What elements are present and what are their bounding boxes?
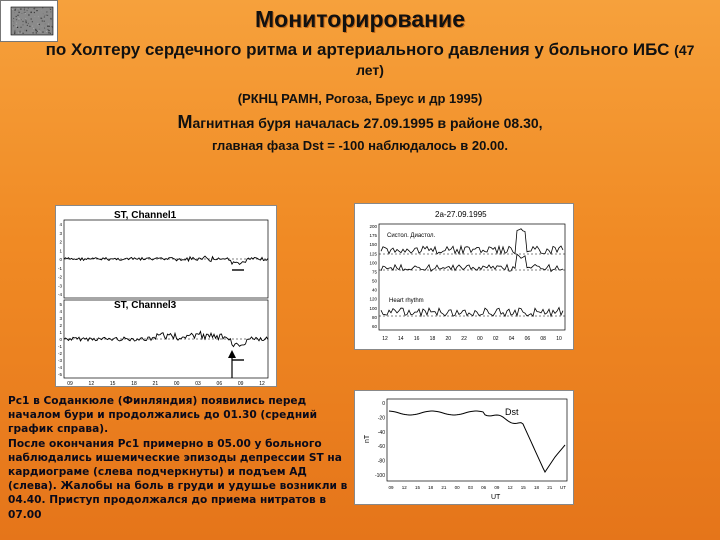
dst-x-tick: 09 (494, 485, 500, 490)
dst-y-tick: -80 (377, 458, 385, 465)
ch3-y-tick: 1 (59, 330, 62, 335)
ch1-y-tick: 3 (59, 230, 62, 236)
storm-start-line (0, 112, 720, 133)
dst-svg (355, 391, 573, 504)
dst-y-tick: -40 (377, 429, 385, 436)
ch3-y-tick: 0 (59, 337, 62, 342)
bp-y-tick: 100 (369, 305, 377, 311)
subtitle-age: (47 лет) (356, 42, 695, 78)
bp-legend-heart: Heart rhythm (389, 298, 424, 304)
diastolic-trace (381, 254, 563, 271)
bp-y-tick: 80 (371, 314, 377, 320)
dst-x-tick: UT (560, 485, 566, 490)
dst-y-tick: -100 (374, 473, 385, 479)
bp-x-tick: 08 (540, 336, 546, 342)
dst-y-tick: -20 (377, 415, 385, 422)
ch3-y-tick: 2 (59, 323, 62, 328)
bp-x-tick: 10 (556, 336, 562, 342)
dst-trace (389, 411, 565, 472)
storm-rest: агнитная буря началась 27.09.1995 в районе 08.30, (192, 115, 543, 131)
ecg-x-tick: 09 (237, 381, 244, 386)
bp-x-tick: 22 (461, 336, 467, 342)
bp-x-tick: 18 (429, 336, 436, 342)
slide-title: Мониторирование (255, 6, 465, 32)
dst-x-tick: 18 (534, 485, 540, 490)
storm-first-letter: М (177, 112, 193, 132)
ecg-st-chart (55, 205, 277, 387)
dst-x-axis-label: UT (491, 494, 501, 501)
bp-x-tick: 06 (524, 336, 531, 342)
ch1-y-tick: 1 (59, 248, 62, 254)
dst-y-ticks (375, 401, 385, 479)
dst-x-tick: 03 (467, 485, 473, 490)
ecg-x-tick: 12 (259, 381, 265, 386)
bp-y-tick: 200 (369, 224, 377, 229)
ch3-y-tick: -1 (57, 344, 62, 349)
bp-svg (355, 204, 573, 349)
dst-label: Dst (505, 407, 519, 417)
bp-y-tick: 120 (369, 296, 377, 302)
dst-x-tick: 18 (428, 485, 434, 490)
ch3-y-tick: -3 (57, 358, 62, 363)
dst-x-tick: 06 (481, 485, 487, 490)
bp-x-tick: 16 (413, 336, 420, 342)
ch1-y-tick: 2 (59, 239, 62, 245)
ch1-trace (64, 256, 268, 264)
ecg-st-svg (56, 206, 276, 386)
ch3-y-ticks (58, 302, 63, 377)
bp-x-tick: 04 (508, 336, 515, 342)
source-citation: (РКНЦ РАМН, Рогоза, Бреус и др 1995) (237, 91, 483, 106)
bp-y-tick: 60 (371, 324, 377, 329)
bp-legend-pressure: Систол. Диастол. (387, 233, 436, 239)
explanation-caption: Рс1 в Соданкюле (Финляндия) появились перед началом бури и продолжались до 01.30 (средний график справа). После окончания Рс1 примерно в 05.00 у больного наблюдались ишемические эпизоды депрессии ST на кардиограме (слева подчеркнуты) и подъем АД (слева). Жалобы на боль в груди и удушье возникли в 04.40. Приступ продолжался до приема нитратов в 07.00 (8, 395, 348, 521)
bp-y-tick: 150 (369, 242, 377, 248)
ch1-y-tick: -1 (57, 265, 62, 271)
subtitle-main: по Холтеру сердечного ритма и артериального давления у больного ИБС (45, 40, 670, 59)
bp-y-tick: 75 (371, 269, 377, 275)
bp-x-ticks (382, 336, 562, 342)
spectrogram-pixel (14, 33, 15, 34)
bp-x-tick: 20 (445, 336, 452, 342)
bp-y-ticks (369, 224, 377, 329)
ch3-y-tick: 5 (59, 302, 62, 307)
dst-x-tick: 00 (454, 485, 460, 490)
ecg-x-tick: 12 (88, 381, 95, 386)
ecg-x-tick: 03 (195, 381, 201, 386)
main-phase-line: главная фаза Dst = -100 наблюдалось в 20.00. (211, 138, 509, 153)
dst-x-tick: 15 (414, 485, 420, 490)
dst-y-tick: 0 (382, 401, 385, 407)
bp-x-tick: 14 (398, 336, 404, 342)
ch3-y-tick: -2 (57, 351, 62, 356)
bp-x-tick: 02 (492, 336, 499, 342)
ch3-y-tick: -4 (57, 365, 62, 370)
dst-x-tick: 12 (507, 485, 513, 490)
dst-index-chart (354, 390, 574, 505)
bp-chart-title: 2a-27.09.1995 (435, 210, 487, 219)
dst-x-tick: 15 (520, 485, 526, 490)
ch1-y-tick: 0 (59, 257, 62, 262)
ecg-x-tick: 15 (109, 381, 116, 386)
channel3-label: ST, Channel3 (114, 300, 177, 311)
ecg-x-tick: 00 (173, 381, 180, 386)
ch1-y-tick: -3 (57, 283, 62, 289)
ch1-y-ticks (58, 222, 63, 297)
ecg-x-tick: 21 (152, 381, 159, 386)
bp-y-tick: 100 (369, 260, 377, 266)
bp-y-tick: 175 (369, 233, 377, 239)
bp-y-tick: 125 (369, 251, 377, 257)
bp-y-tick: 50 (371, 278, 377, 284)
ecg-x-tick: 18 (131, 381, 137, 386)
event-arrow-head (228, 350, 236, 358)
ecg-x-ticks (67, 381, 265, 386)
heart-rate-trace (381, 308, 563, 317)
bp-y-tick: 40 (371, 287, 377, 293)
ch1-y-tick: -2 (57, 274, 62, 280)
dst-x-tick: 21 (547, 485, 553, 490)
ch1-y-tick: -4 (57, 292, 62, 297)
channel1-label: ST, Channel1 (114, 210, 177, 221)
ch3-y-tick: 3 (59, 316, 62, 321)
bp-x-tick: 12 (382, 336, 388, 342)
dst-y-axis-label: nT (364, 434, 371, 443)
ecg-x-tick: 09 (67, 381, 73, 386)
ch1-y-tick: 4 (59, 222, 62, 227)
dst-x-ticks (388, 485, 566, 490)
dst-x-tick: 21 (441, 485, 447, 490)
ecg-x-tick: 06 (216, 381, 223, 386)
spectrogram-pixel (33, 33, 34, 34)
dst-y-tick: -60 (377, 444, 385, 451)
dst-x-tick: 09 (388, 485, 394, 490)
dst-x-tick: 12 (401, 485, 407, 490)
ch3-y-tick: -5 (57, 372, 62, 377)
ch3-y-tick: 4 (59, 309, 62, 314)
slide-subtitle (40, 40, 700, 80)
bp-x-tick: 00 (477, 336, 483, 342)
blood-pressure-chart (354, 203, 574, 350)
